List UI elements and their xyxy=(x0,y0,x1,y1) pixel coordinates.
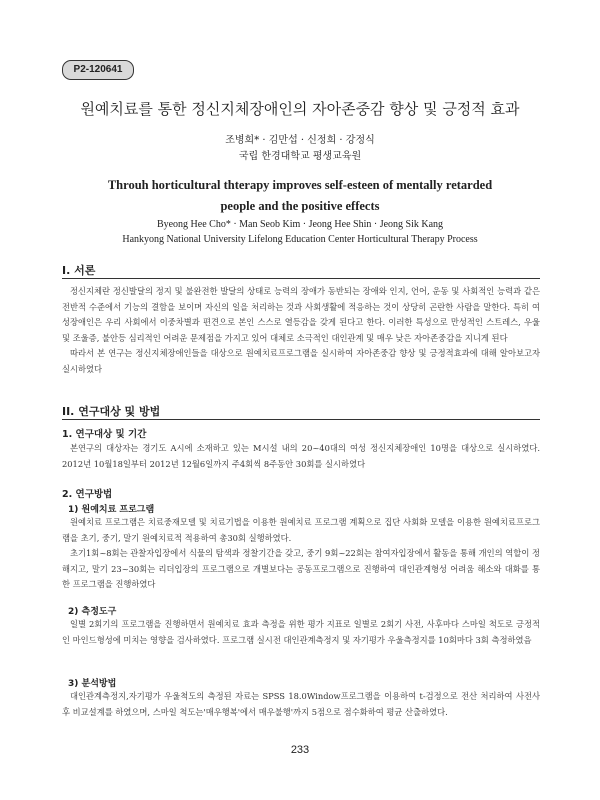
title-english-line1: Throuh horticultural thterapy improves self-esteen of mentally retarded xyxy=(107,178,493,192)
program-paragraph-2: 초기1회~8회는 관찰자입장에서 식물의 탐색과 정찰기간을 갖고, 중기 9회~22회는 참여자입장에서 활동을 통해 개인의 역할이 정해지고, 말기 23~30회는 리더입장의 프로그램으로 개별보다는 공동프로그램으로 진행하여 대인관계형성 어려움 해소와 대화를 통한 프로그램을 진행하였다 xyxy=(62,548,540,589)
program-paragraph-1: 원예치료 프로그램은 치료중재모델 및 치료기법을 이용한 원예치료 프로그램 계획으로 집단 사회화 모델을 이용한 원예치료프로그램을 초기, 중기, 말기 원예치료적 적용하여 총30회 실행하였다. xyxy=(62,517,540,543)
section-rule-intro xyxy=(62,278,540,279)
analysis-body xyxy=(62,689,540,720)
authors-english: Byeong Hee Cho* · Man Seob Kim · Jeong Hee Shin · Jeong Sik Kang xyxy=(156,219,444,230)
title-korean: 원예치료를 통한 정신지체장애인의 자아존중감 향상 및 긍정적 효과 xyxy=(80,100,520,118)
instruments-paragraph: 일별 2회기의 프로그램을 진행하면서 원예치료 효과 측정을 위한 평가 지표로 일별로 2회기 사전, 사후마다 스마일 척도로 긍정적인 마인드형성에 미치는 영향을 검사하였다. 프로그램 실시전 대인관계측정지 및 자기평가 우울측정지를 10회마다 3회 측정하였음 xyxy=(62,619,540,645)
method-heading-program: 1) 원예치료 프로그램 xyxy=(68,505,155,515)
paper-id-badge: P2-120641 xyxy=(62,60,134,80)
affiliation-korean: 국립 한경대학교 평생교육원 xyxy=(238,151,362,162)
subjects-body xyxy=(62,441,540,472)
subsection-heading-method: 2. 연구방법 xyxy=(62,489,113,500)
subjects-paragraph: 본연구의 대상자는 경기도 A시에 소재하고 있는 M시설 내의 20~40대의 여성 정신지체장애인 10명을 대상으로 실시하였다. 2012년 10월18일부터 2012년 12월6일까지 주4회씩 8주동안 30회를 실시하였다 xyxy=(62,443,540,469)
instruments-body xyxy=(62,617,540,648)
intro-paragraph-2: 따라서 본 연구는 정신지체장애인들을 대상으로 원예치료프로그램을 실시하여 자아존중감 향상 및 긍정적효과에 대해 알아보고자 실시하였다 xyxy=(62,348,540,374)
intro-paragraph-1: 정신지체란 정신발달의 정지 및 불완전한 발달의 상태로 능력의 장애가 동반되는 장애와 인지, 언어, 운동 및 사회적인 능력과 같은 전반적 수준에서 기능의 결함을 보이며 자신의 일을 처리하는 것과 사회생활에 적응하는 것이 상당히 곤란한 사람을 말한다. 특히 여성장애인은 우리 사회에서 이중차별과 편견으로 본인 스스로 열등감을 갖게 된다고 한다. 이러한 특성으로 만성적인 스트레스, 우울 및 조울증, 불안등 심리적인 어려운 문제점을 가지고 있어 대체로 소극적인 대인관계 및 매우 낮은 자아존중감을 지니게 된다 xyxy=(62,286,540,343)
affiliation-english: Hankyong National University Lifelong Education Center Horticultural Therapy Process xyxy=(122,234,478,245)
section-heading-methods: II. 연구대상 및 방법 xyxy=(62,405,161,418)
page-number: 233 xyxy=(290,744,310,756)
method-heading-analysis: 3) 분석방법 xyxy=(68,679,117,689)
method-heading-instruments: 2) 측정도구 xyxy=(68,607,117,617)
analysis-paragraph: 대인관계측정지,자기평가 우울척도의 측정된 자료는 SPSS 18.0Window프로그램을 이용하여 t-검정으로 전산 처리하여 사전사후 비교설계를 하였으며, 스마일 척도는'매우행복'에서 매우불행'까지 5점으로 점수화하여 평균 산출하였다. xyxy=(62,691,540,717)
authors-korean: 조병희* · 김만섭 · 신정희 · 강정식 xyxy=(225,135,375,146)
title-english xyxy=(90,175,510,217)
intro-body xyxy=(62,284,540,377)
program-body xyxy=(62,515,540,593)
section-rule-methods xyxy=(62,419,540,420)
subsection-heading-subjects: 1. 연구대상 및 기간 xyxy=(62,429,147,440)
section-heading-intro: I. 서론 xyxy=(62,264,96,277)
title-english-line2: people and the positive effects xyxy=(220,199,380,213)
